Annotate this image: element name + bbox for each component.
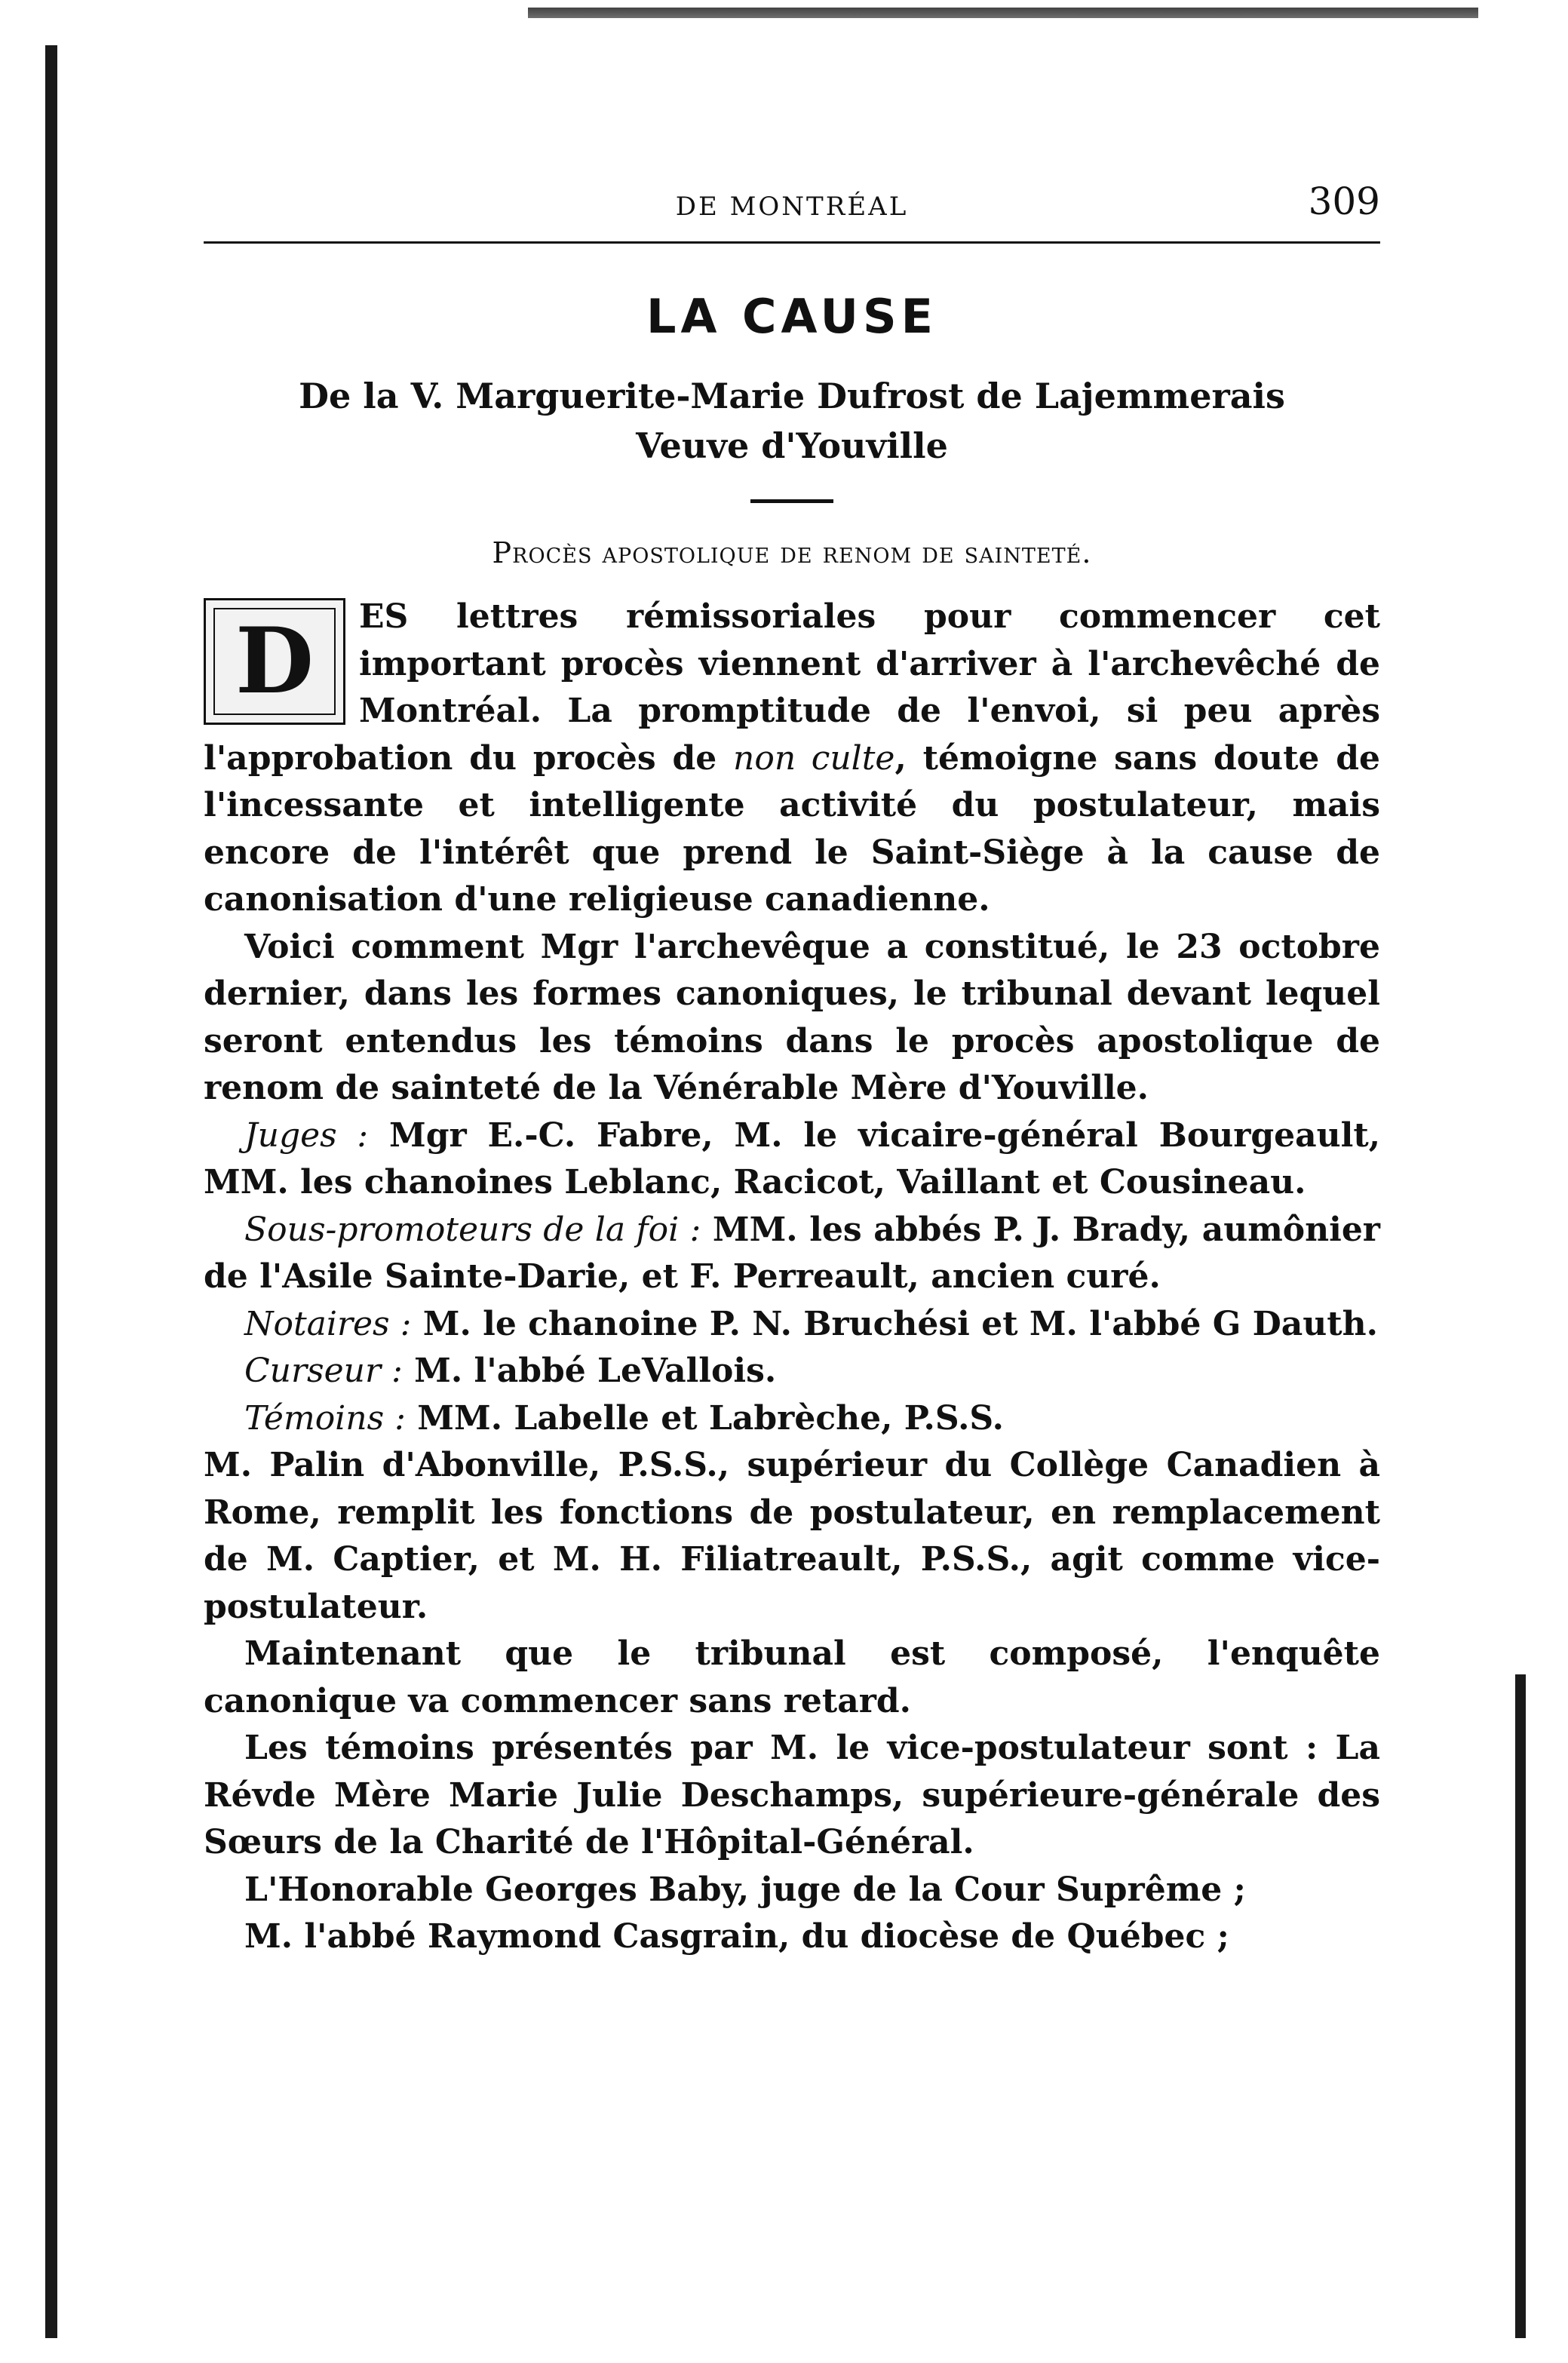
notaires-label: Notaires : xyxy=(244,1304,412,1343)
notaires-text: M. le chanoine P. N. Bruchési et M. l'abbé G Dauth. xyxy=(411,1304,1378,1343)
paragraph-casgrain: M. l'abbé Raymond Casgrain, du diocèse de Québec ; xyxy=(244,1917,1229,1956)
juges-label: Juges : xyxy=(244,1116,369,1155)
juges-text: Mgr E.-C. Fabre, M. le vicaire-général Bourgeault, MM. les chanoines Leblanc, Racicot, Vaillant et Cousineau. xyxy=(204,1116,1381,1201)
page-number: 309 xyxy=(1308,180,1380,223)
book-page xyxy=(204,166,1380,1961)
running-title: DE MONTRÉAL xyxy=(675,192,909,222)
article-title: LA CAUSE xyxy=(646,289,937,344)
curseur-text: M. l'abbé LeVallois. xyxy=(402,1352,777,1390)
intro-text-end: , témoigne sans doute de l'incessante et intelligente activité du postulateur, mais encore de l'intérêt que prend le Saint-Siège à la cause de canonisation d'une religieuse canadienne. xyxy=(204,738,1380,919)
paragraph-baby: L'Honorable Georges Baby, juge de la Cour Suprême ; xyxy=(244,1870,1246,1909)
paragraph-postulateur: M. Palin d'Abonville, P.S.S., supérieur du Collège Canadien à Rome, remplit les fonctions de postulateur, en remplacement de M. Captier, et M. H. Filiatreault, P.S.S., agit comme vice-postulateur. xyxy=(204,1446,1380,1626)
sous-promoteurs-label: Sous-promoteurs de la foi : xyxy=(244,1210,701,1249)
intro-text-start: ES lettres rémissoriales pour commencer cet important procès viennent d'arriver à l'archevêché de Montréal. La promptitude de l'envoi, si peu après l'approbation du procès de xyxy=(204,597,1380,778)
scan-border-top xyxy=(528,8,1478,18)
paragraph-sous-promoteurs xyxy=(204,1207,1380,1301)
curseur-label: Curseur : xyxy=(244,1352,403,1390)
paragraph-intro xyxy=(204,594,1380,924)
temoins-label: Témoins : xyxy=(244,1398,406,1438)
subject-heading xyxy=(204,371,1380,471)
paragraph-tribunal: Voici comment Mgr l'archevêque a constitué, le 23 octobre dernier, dans les formes canoniques, le tribunal devant lequel seront entendus les témoins dans le procès apostolique de renom de sainteté de la Vénérable Mère d'Youville. xyxy=(204,927,1380,1107)
proces-subtitle: Procès apostolique de renom de sainteté. xyxy=(492,536,1092,569)
paragraph-notaires xyxy=(204,1301,1380,1349)
dash-rule xyxy=(750,499,833,503)
paragraph-temoins-presentes: Les témoins présentés par M. le vice-postulateur sont : La Révde Mère Marie Julie Deschamps, supérieure-générale des Sœurs de la Charité de l'Hôpital-Général. xyxy=(204,1729,1380,1861)
temoins-text: MM. Labelle et Labrèche, P.S.S. xyxy=(405,1398,1004,1438)
paragraph-enquete: Maintenant que le tribunal est composé, l'enquête canonique va commencer sans retard. xyxy=(204,1634,1380,1720)
ornamental-dropcap xyxy=(204,598,345,725)
scan-border-right xyxy=(1515,1674,1526,2338)
paragraph-curseur xyxy=(204,1348,1380,1395)
paragraph-temoins xyxy=(204,1395,1380,1443)
subject-line-1: De la V. Marguerite-Marie Dufrost de Lajemmerais xyxy=(299,376,1285,416)
running-head xyxy=(204,166,1380,244)
sous-promoteurs-text: MM. les abbés P. J. Brady, aumônier de l'Asile Sainte-Darie, et F. Perreault, ancien curé. xyxy=(204,1210,1380,1296)
scan-border-left xyxy=(45,45,57,2338)
article-body xyxy=(204,594,1380,1961)
subject-line-2: Veuve d'Youville xyxy=(636,425,948,466)
dropcap-letter: D xyxy=(213,608,336,715)
paragraph-juges xyxy=(204,1112,1380,1207)
intro-italic: non culte xyxy=(733,738,895,778)
